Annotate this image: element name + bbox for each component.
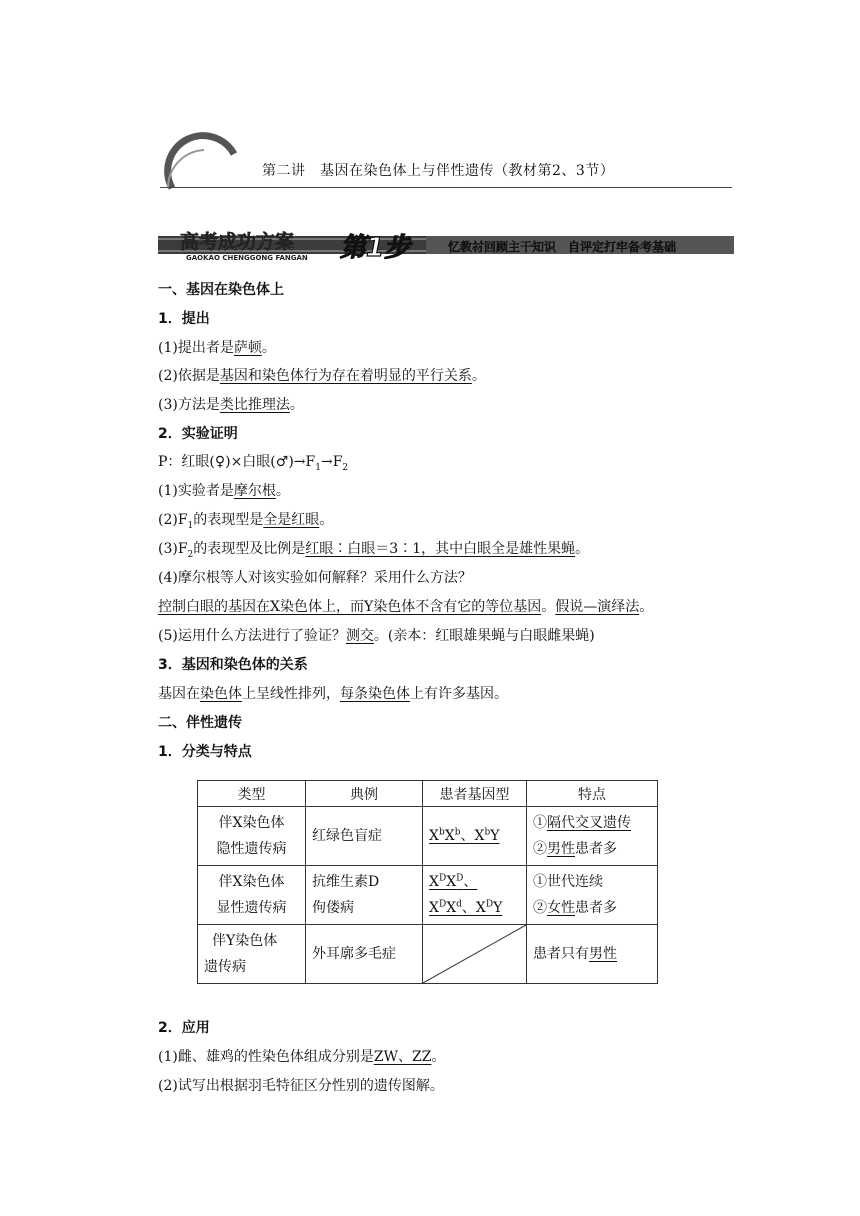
line-method: (3)方法是类比推理法。	[158, 397, 304, 413]
sub1-heading: 1．提出	[158, 311, 210, 327]
table-row	[198, 807, 658, 866]
table-header-cell: 典例	[306, 781, 423, 807]
genotype-cell-empty	[423, 925, 527, 984]
sub3-heading: 3．基因和染色体的关系	[158, 657, 308, 673]
type-cell: 伴Y染色体 遗传病	[198, 925, 306, 984]
sub-classification-heading: 1．分类与特点	[158, 744, 252, 760]
line-answer-4: 控制白眼的基因在X染色体上，而Y染色体不含有它的等位基因。假说—演绎法。	[158, 599, 654, 615]
feature-cell: ①隔代交叉遗传 ②男性患者多	[527, 807, 658, 866]
line-f2-phenotype: $(3)F_2$的表现型及比例是红眼∶白眼＝3∶1，其中白眼全是雄性果蝇。	[158, 541, 590, 560]
example-cell: 抗维生素D 佝偻病	[306, 866, 423, 925]
line-experimenter: (1)实验者是摩尔根。	[158, 483, 290, 499]
line-verification: (5)运用什么方法进行了验证？测交。(亲本：红眼雄果蝇与白眼雌果蝇)	[158, 628, 595, 644]
header-arc-decoration	[164, 128, 242, 190]
header-divider	[160, 187, 732, 188]
diagonal-slash	[423, 925, 526, 983]
table-row	[198, 866, 658, 925]
line-gene-chromosome: 基因在染色体上呈线性排列，每条染色体上有许多基因。	[158, 686, 508, 702]
example-cell: 红绿色盲症	[306, 807, 423, 866]
sex-linked-table	[197, 780, 658, 984]
banner-step: 第1步	[340, 233, 411, 263]
line-chicken-chromosomes: (1)雌、雄鸡的性染色体组成分别是ZW、ZZ。	[158, 1049, 446, 1065]
genotype-cell: $X^bX^b$、$X^bY$	[423, 807, 527, 866]
genotype-cell: $X^DX^D$、 $X^DX^d$、$X^DY$	[423, 866, 527, 925]
table-header-row	[198, 781, 658, 807]
banner-brand-pinyin: GAOKAO CHENGGONG FANGAN	[186, 254, 308, 262]
section1-heading: 一、基因在染色体上	[158, 282, 284, 298]
table-row	[198, 925, 658, 984]
feature-cell: 患者只有男性	[527, 925, 658, 984]
line-proposer: (1)提出者是萨顿。	[158, 340, 276, 356]
feature-cell: ①世代连续 ②女性患者多	[527, 866, 658, 925]
table-header-cell: 特点	[527, 781, 658, 807]
page-header-title: 第二讲 基因在染色体上与伴性遗传（教材第2、3节）	[262, 163, 615, 179]
table-header-cell: 患者基因型	[423, 781, 527, 807]
banner-brand: 高考成功方案	[180, 231, 295, 253]
example-cell: 外耳廓多毛症	[306, 925, 423, 984]
type-cell: 伴X染色体 显性遗传病	[198, 866, 306, 925]
line-inheritance-diagram: (2)试写出根据羽毛特征区分性别的遗传图解。	[158, 1078, 444, 1094]
line-f1-phenotype: $(2)F_1$的表现型是全是红眼。	[158, 512, 334, 531]
line-cross: P：红眼(♀)×白眼$(♂)\to F_1\to F_2$	[158, 454, 349, 473]
type-cell: 伴X染色体 隐性遗传病	[198, 807, 306, 866]
section2-heading: 二、伴性遗传	[158, 715, 242, 731]
sub2-heading: 2．实验证明	[158, 426, 238, 442]
sub-application-heading: 2．应用	[158, 1020, 210, 1036]
table-header-cell: 类型	[198, 781, 306, 807]
section-banner	[158, 226, 734, 264]
line-question-4: (4)摩尔根等人对该实验如何解释？采用什么方法？	[158, 570, 472, 586]
line-basis: (2)依据是基因和染色体行为存在着明显的平行关系。	[158, 368, 486, 384]
banner-slogan: 忆教材回顾主干知识 自评定打牢备考基础	[448, 240, 677, 254]
